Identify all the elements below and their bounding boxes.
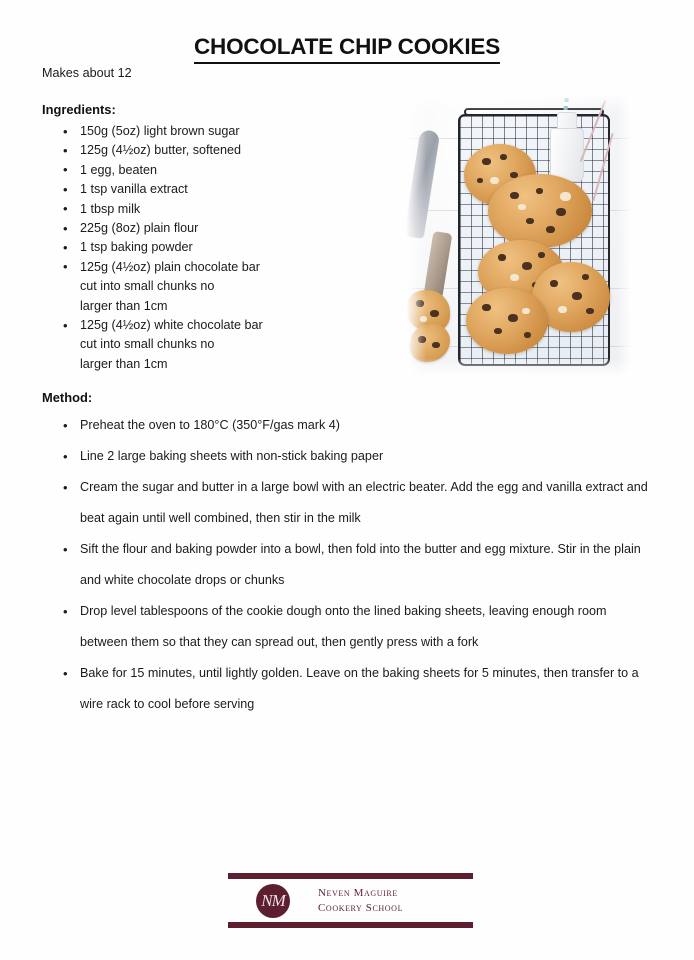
list-item xyxy=(42,316,372,374)
logo-text xyxy=(318,886,403,915)
list-item xyxy=(42,596,652,658)
ingredient-text: 1 tsp baking powder xyxy=(80,240,193,255)
logo-line-2: Cookery School xyxy=(318,901,404,914)
logo-bar-top xyxy=(228,873,473,879)
ingredients-heading: Ingredients: xyxy=(42,102,116,117)
ingredient-text: 1 tbsp milk xyxy=(80,201,141,216)
method-step-text: Line 2 large baking sheets with non-stick baking paper xyxy=(80,449,384,463)
cookie xyxy=(466,288,548,354)
ingredient-cont: larger than 1cm xyxy=(80,298,168,313)
bottle-body xyxy=(550,128,584,182)
ingredients-list xyxy=(42,122,372,374)
milk-bottle xyxy=(548,106,584,180)
list-item xyxy=(42,180,372,199)
ingredient-text: 125g (4½oz) white chocolate bar xyxy=(80,318,263,333)
ingredient-text: 225g (8oz) plain flour xyxy=(80,221,199,236)
ingredient-text: 1 tsp vanilla extract xyxy=(80,182,188,197)
page-title-text: CHOCOLATE CHIP COOKIES xyxy=(194,34,500,64)
method-step-text: Bake for 15 minutes, until lightly golden. Leave on the baking sheets for 5 minutes, then transfer to a wire rack to cool before serving xyxy=(80,666,639,711)
list-item xyxy=(42,141,372,160)
list-item xyxy=(42,441,652,472)
logo-line-1: Neven Maguire xyxy=(318,887,398,899)
ingredient-text: 125g (4½oz) butter, softened xyxy=(80,143,242,158)
list-item xyxy=(42,161,372,180)
knife-blade-icon xyxy=(406,129,440,239)
list-item xyxy=(42,238,372,257)
list-item xyxy=(42,534,652,596)
ingredient-cont: cut into small chunks no xyxy=(80,337,215,352)
cookie-piece xyxy=(410,324,450,362)
method-step-text: Cream the sugar and butter in a large bowl with an electric beater. Add the egg and vanilla extract and beat again until well combined, then stir in the milk xyxy=(80,480,648,525)
cookies-photo xyxy=(406,92,632,378)
method-step-text: Sift the flour and baking powder into a bowl, then fold into the butter and egg mixture. Stir in the plain and white chocolate drops or chunks xyxy=(80,542,641,587)
yield-text: Makes about 12 xyxy=(42,66,132,80)
ingredient-text: 1 egg, beaten xyxy=(80,162,158,177)
list-item xyxy=(42,122,372,141)
cookie xyxy=(488,174,592,248)
photo-background xyxy=(406,92,632,378)
method-section xyxy=(42,390,652,720)
list-item xyxy=(42,410,652,441)
ingredient-cont: larger than 1cm xyxy=(80,356,168,371)
logo-bar-bottom xyxy=(228,922,473,928)
ingredient-text: 150g (5oz) light brown sugar xyxy=(80,124,240,138)
ingredients-section xyxy=(42,102,372,374)
method-list xyxy=(42,410,652,720)
method-heading: Method: xyxy=(42,390,93,405)
footer-logo xyxy=(228,873,473,931)
list-item xyxy=(42,200,372,219)
list-item xyxy=(42,258,372,316)
ingredient-text: 125g (4½oz) plain chocolate bar xyxy=(80,259,260,274)
method-step-text: Preheat the oven to 180°C (350°F/gas mark 4) xyxy=(80,418,340,432)
method-step-text: Drop level tablespoons of the cookie dough onto the lined baking sheets, leaving enough room between them so that they can spread out, then gently press with a fork xyxy=(80,604,607,649)
list-item xyxy=(42,658,652,720)
monogram-icon: NM xyxy=(256,884,290,918)
list-item xyxy=(42,472,652,534)
page-title xyxy=(0,34,694,64)
list-item xyxy=(42,219,372,238)
ingredient-cont: cut into small chunks no xyxy=(80,279,215,294)
